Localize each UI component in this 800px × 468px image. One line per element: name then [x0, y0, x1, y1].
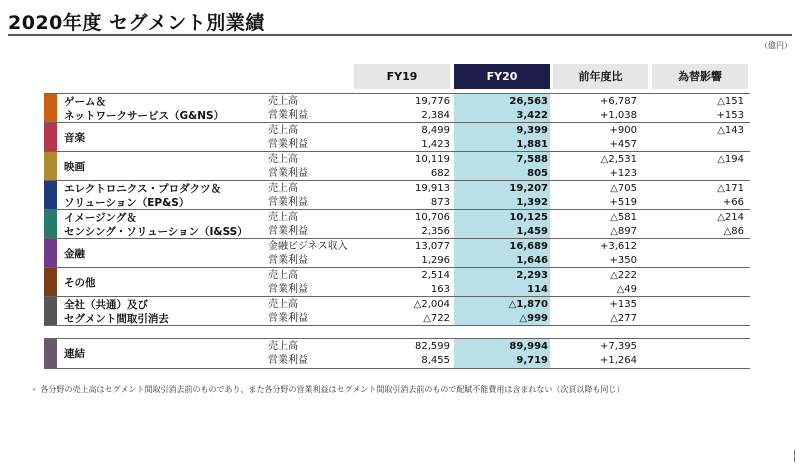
value-yoy-change: +135: [609, 299, 637, 310]
segment-row: [44, 182, 750, 196]
value-fy19: 2,384: [421, 110, 450, 121]
value-yoy-change: +900: [609, 125, 637, 136]
value-yoy-change: △49: [616, 284, 637, 295]
segment-row: [44, 240, 750, 254]
value-fy19: 1,423: [421, 139, 450, 150]
segment-row: [44, 95, 750, 109]
row-label: 売上高: [268, 96, 298, 107]
segment-row: [44, 354, 750, 368]
value-fy19: 10,706: [415, 212, 450, 223]
footnote: ・ 各分野の売上高はセグメント間取引消去前のものであり、また各分野の営業利益はセグメント間取引消去前のもので配賦不能費用は含まれない（次頁以降も同じ）: [30, 385, 625, 394]
row-label: 営業利益: [268, 226, 308, 237]
segment-eps: [44, 180, 750, 210]
value-fy20: 1,459: [516, 226, 548, 237]
segment-row: [44, 254, 750, 268]
row-label: 売上高: [268, 212, 298, 223]
segment-name: 金融: [64, 247, 85, 260]
row-label: 売上高: [268, 183, 298, 194]
segment-row: [44, 269, 750, 283]
unit-label: （億円）: [760, 41, 792, 50]
value-fy20: △999: [519, 313, 548, 324]
row-label: 売上高: [268, 154, 298, 165]
segment-row: [44, 109, 750, 123]
row-label: 営業利益: [268, 313, 308, 324]
value-fy19: 1,296: [421, 255, 450, 266]
value-fy20: 114: [527, 284, 548, 295]
value-fy20: 7,588: [516, 154, 548, 165]
value-fy19: 10,119: [415, 154, 450, 165]
value-fx-impact: +153: [716, 110, 744, 121]
value-fx-impact: △86: [723, 226, 744, 237]
segment-financial: [44, 238, 750, 268]
row-label: 営業利益: [268, 110, 308, 121]
row-label: 営業利益: [268, 255, 308, 266]
segment-name: 音楽: [64, 131, 85, 144]
segment-row: [44, 312, 750, 326]
segment-music: [44, 122, 750, 152]
value-yoy-change: △705: [610, 183, 637, 194]
value-yoy-change: +3,612: [599, 241, 637, 252]
segment-name: その他: [64, 276, 96, 289]
segment-consolidated: [44, 338, 750, 368]
value-fy20: 26,563: [509, 96, 548, 107]
value-fy19: 19,913: [415, 183, 450, 194]
value-fy19: 82,599: [415, 341, 450, 352]
row-label: 営業利益: [268, 197, 308, 208]
segment-row: [44, 153, 750, 167]
segment-name: イメージング＆ センシング・ソリューション（I&SS）: [64, 211, 248, 238]
segment-row: [44, 211, 750, 225]
value-fy20: 10,125: [509, 212, 548, 223]
value-fy20: 1,881: [516, 139, 548, 150]
value-fy19: 682: [430, 168, 450, 179]
row-label: 売上高: [268, 341, 298, 352]
total-bottom-rule: [44, 368, 750, 369]
row-label: 営業利益: [268, 355, 308, 366]
value-yoy-change: +1,264: [599, 355, 637, 366]
value-fx-impact: △171: [717, 183, 744, 194]
value-fx-impact: +66: [722, 197, 744, 208]
value-fy20: 9,399: [516, 125, 548, 136]
value-fy19: 873: [430, 197, 450, 208]
page-title: 2020年度 セグメント別業績: [8, 12, 265, 34]
value-fy20: 16,689: [509, 241, 548, 252]
value-fx-impact: △194: [717, 154, 744, 165]
row-label: 売上高: [268, 270, 298, 281]
row-label: 売上高: [268, 299, 298, 310]
value-fy19: 19,776: [415, 96, 450, 107]
segment-row: [44, 340, 750, 354]
value-yoy-change: +7,395: [599, 341, 637, 352]
segment-corporate: [44, 296, 750, 326]
value-fy20: 1,646: [516, 255, 548, 266]
header-fx-impact: 為替影響: [652, 64, 748, 89]
segment-row: [44, 196, 750, 210]
value-fx-impact: △143: [717, 125, 744, 136]
title-underline: [8, 34, 792, 36]
segment-row: [44, 124, 750, 138]
value-fy20: 2,293: [516, 270, 548, 281]
row-label: 営業利益: [268, 139, 308, 150]
segment-other: [44, 267, 750, 297]
table-bottom-rule: [44, 325, 750, 326]
value-yoy-change: △277: [610, 313, 637, 324]
segment-row: [44, 138, 750, 152]
value-fx-impact: △151: [717, 96, 744, 107]
value-yoy-change: △2,531: [600, 154, 637, 165]
value-yoy-change: +1,038: [599, 110, 637, 121]
value-fy20: 1,392: [516, 197, 548, 208]
value-yoy-change: +519: [609, 197, 637, 208]
value-yoy-change: +457: [609, 139, 637, 150]
segment-gns: [44, 93, 750, 123]
row-label: 営業利益: [268, 284, 308, 295]
value-fy20: 89,994: [509, 341, 548, 352]
value-yoy-change: △897: [610, 226, 637, 237]
segment-name: ゲーム＆ ネットワークサービス（G&NS）: [64, 95, 225, 122]
value-fx-impact: △214: [717, 212, 744, 223]
segment-name: 連結: [64, 347, 85, 360]
segment-name: 全社（共通）及び セグメント間取引消去: [64, 298, 169, 325]
value-fy20: △1,870: [508, 299, 548, 310]
segment-row: [44, 225, 750, 239]
segment-iss: [44, 209, 750, 239]
value-fy19: △2,004: [413, 299, 450, 310]
segment-row: [44, 298, 750, 312]
segment-pictures: [44, 151, 750, 181]
value-fy20: 3,422: [516, 110, 548, 121]
header-fy19: FY19: [354, 64, 450, 89]
page-edge-mark: [794, 450, 795, 462]
value-fy19: 2,514: [421, 270, 450, 281]
segment-row: [44, 283, 750, 297]
value-fy19: 163: [430, 284, 450, 295]
value-yoy-change: +350: [609, 255, 637, 266]
value-fy20: 19,207: [509, 183, 548, 194]
row-label: 売上高: [268, 125, 298, 136]
value-yoy-change: +6,787: [599, 96, 637, 107]
row-label: 金融ビジネス収入: [268, 241, 348, 252]
value-yoy-change: +123: [609, 168, 637, 179]
value-fy19: 2,356: [421, 226, 450, 237]
value-fy20: 9,719: [516, 355, 548, 366]
row-label: 営業利益: [268, 168, 308, 179]
header-fy20: FY20: [454, 64, 550, 89]
value-fy19: △722: [423, 313, 450, 324]
value-fy19: 13,077: [415, 241, 450, 252]
value-fy19: 8,499: [421, 125, 450, 136]
segment-name: エレクトロニクス・プロダクツ＆ ソリューション（EP&S）: [64, 182, 222, 209]
value-fy19: 8,455: [421, 355, 450, 366]
value-fy20: 805: [527, 168, 548, 179]
header-yoy-change: 前年度比: [553, 64, 648, 89]
segment-name: 映画: [64, 160, 85, 173]
value-yoy-change: △581: [610, 212, 637, 223]
segment-row: [44, 167, 750, 181]
value-yoy-change: △222: [610, 270, 637, 281]
